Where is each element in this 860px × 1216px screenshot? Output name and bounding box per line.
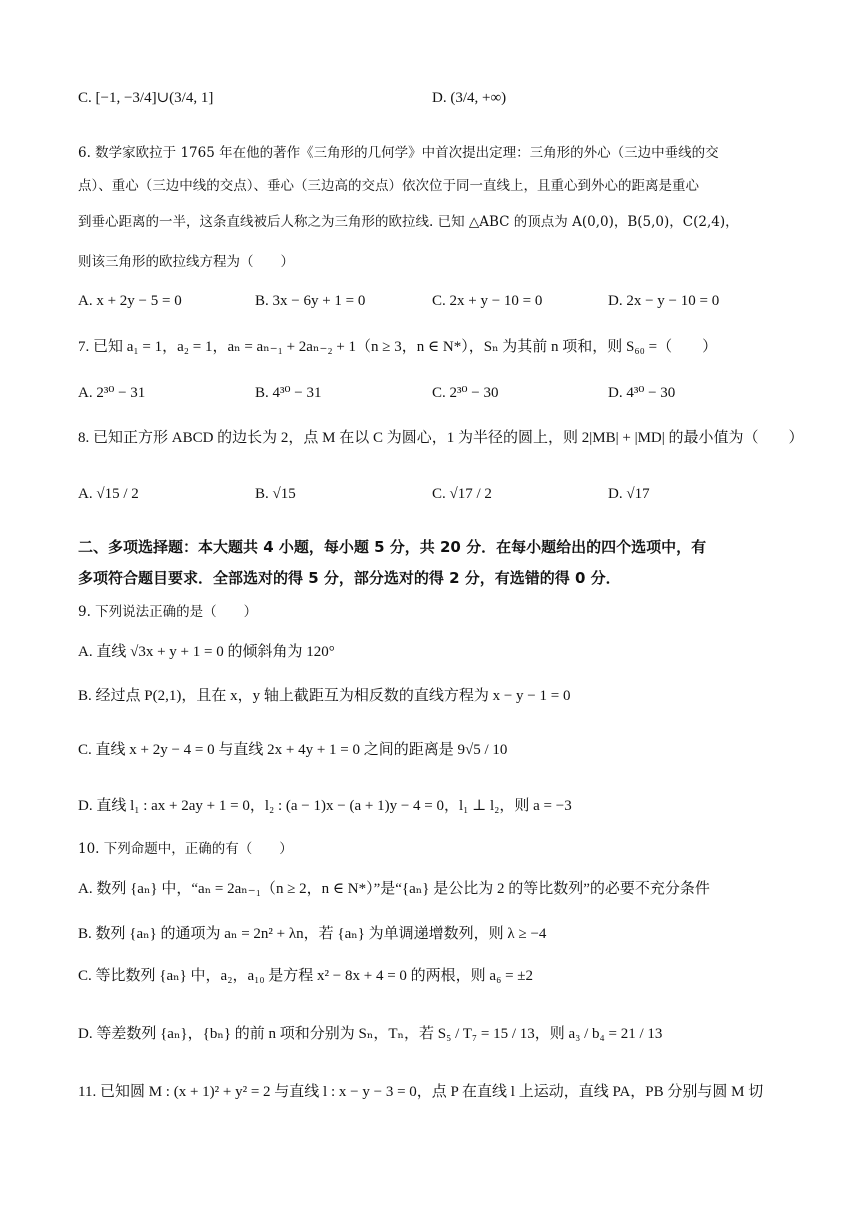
q10-option-c: C. 等比数列 {aₙ} 中，a₂，a₁₀ 是方程 x² − 8x + 4 = 0 的两根，则 a₆ = ±2 xyxy=(78,968,534,984)
option-c-top xyxy=(78,88,213,108)
q11-line-1: 11. 已知圆 M : (x + 1)² + y² = 2 与直线 l : x − y − 3 = 0，点 P 在直线 l 上运动，直线 PA，PB 分别与圆 M 切 xyxy=(78,1084,764,1100)
q6-option-c: C. 2x + y − 10 = 0 xyxy=(432,293,543,309)
q9-option-a: A. 直线 √3x + y + 1 = 0 的倾斜角为 120° xyxy=(78,644,335,660)
q7-line-1: 7. 已知 a₁ = 1，a₂ = 1，aₙ = aₙ₋₁ + 2aₙ₋₂ + 1（n ≥ 3，n ∈ N*），Sₙ 为其前 n 项和，则 S₆₀ =（ ） xyxy=(78,339,718,355)
section-2-heading-line-2: 多项符合题目要求．全部选对的得 5 分，部分选对的得 2 分，有选错的得 0 分． xyxy=(78,569,621,587)
q8-option-c: C. √17 / 2 xyxy=(432,486,492,502)
option-letter: C. xyxy=(78,90,92,106)
q6-line-3: 到垂心距离的一半，这条直线被后人称之为三角形的欧拉线. 已知 △ABC 的顶点为 A(0,0)，B(5,0)，C(2,4)， xyxy=(78,214,739,230)
q10-option-d: D. 等差数列 {aₙ}，{bₙ} 的前 n 项和分别为 Sₙ，Tₙ，若 S₅ / T₇ = 15 / 13，则 a₃ / b₄ = 21 / 13 xyxy=(78,1026,663,1042)
q10-option-b: B. 数列 {aₙ} 的通项为 aₙ = 2n² + λn，若 {aₙ} 为单调递增数列，则 λ ≥ −4 xyxy=(78,926,547,942)
q10-option-a: A. 数列 {aₙ} 中，“aₙ = 2aₙ₋₁（n ≥ 2，n ∈ N*）”是“{aₙ} 是公比为 2 的等比数列”的必要不充分条件 xyxy=(78,881,710,897)
q8-option-d: D. √17 xyxy=(608,486,650,502)
q6-line-1: 6. 数学家欧拉于 1765 年在他的著作《三角形的几何学》中首次提出定理：三角形的外心（三边中垂线的交 xyxy=(78,145,719,161)
q7-option-c: C. 2³⁰ − 30 xyxy=(432,385,499,401)
q6-option-b: B. 3x − 6y + 1 = 0 xyxy=(255,293,366,309)
q8-option-b: B. √15 xyxy=(255,486,296,502)
q6-line-4: 则该三角形的欧拉线方程为（ ） xyxy=(78,254,294,270)
q7-option-a: A. 2³⁰ − 31 xyxy=(78,385,146,401)
option-text: (3/4, +∞) xyxy=(450,90,507,106)
q8-line-1: 8. 已知正方形 ABCD 的边长为 2，点 M 在以 C 为圆心，1 为半径的圆上，则 2|MB| + |MD| 的最小值为（ ） xyxy=(78,430,804,446)
q7-option-b: B. 4³⁰ − 31 xyxy=(255,385,322,401)
q6-line-2: 点）、重心（三边中线的交点）、垂心（三边高的交点）依次位于同一直线上，且重心到外心的距离是重心 xyxy=(78,178,699,194)
q9-option-d: D. 直线 l₁ : ax + 2ay + 1 = 0，l₂ : (a − 1)x − (a + 1)y − 4 = 0，l₁ ⊥ l₂，则 a = −3 xyxy=(78,798,572,814)
q9-stem: 9. 下列说法正确的是（ ） xyxy=(78,604,258,620)
q7-option-d: D. 4³⁰ − 30 xyxy=(608,385,676,401)
section-2-heading-line-1: 二、多项选择题：本大题共 4 小题，每小题 5 分，共 20 分．在每小题给出的四个选项中，有 xyxy=(78,538,707,556)
q10-stem: 10. 下列命题中，正确的有（ ） xyxy=(78,841,293,857)
q6-option-d: D. 2x − y − 10 = 0 xyxy=(608,293,720,309)
option-text: [−1, −3/4]∪(3/4, 1] xyxy=(95,90,214,106)
q6-option-a: A. x + 2y − 5 = 0 xyxy=(78,293,182,309)
q9-option-b: B. 经过点 P(2,1)，且在 x，y 轴上截距互为相反数的直线方程为 x − y − 1 = 0 xyxy=(78,688,571,704)
q8-option-a: A. √15 / 2 xyxy=(78,486,139,502)
option-d-top xyxy=(432,88,506,108)
q9-option-c: C. 直线 x + 2y − 4 = 0 与直线 2x + 4y + 1 = 0 之间的距离是 9√5 / 10 xyxy=(78,742,508,758)
option-letter: D. xyxy=(432,90,447,106)
